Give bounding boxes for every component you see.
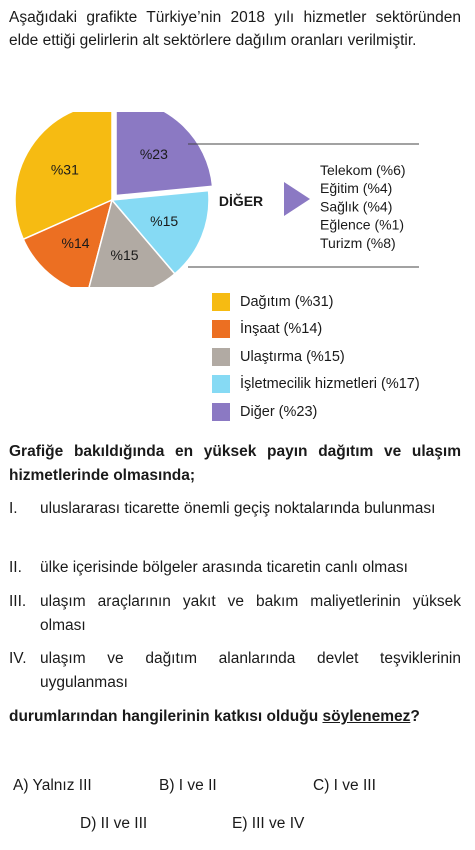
legend-label: İşletmecilik hizmetleri (%17) [240, 376, 420, 393]
legend-swatch [212, 320, 230, 338]
legend-item [212, 288, 420, 316]
legend-swatch [212, 375, 230, 393]
diger-title: DİĞER [218, 193, 264, 209]
slice-label: %31 [50, 161, 79, 178]
legend-item [212, 343, 420, 371]
option-a[interactable]: A) Yalnız III [13, 777, 92, 794]
legend-item [212, 398, 420, 426]
legend-swatch [212, 403, 230, 421]
legend-swatch [212, 293, 230, 311]
slice-label: %15 [150, 213, 179, 230]
legend-swatch [212, 348, 230, 366]
question-ending-text: durumlarından hangilerinin katkısı olduğu [9, 708, 323, 725]
slice-label: %23 [139, 145, 168, 162]
chart-legend [212, 288, 420, 426]
diger-breakdown-item: Sağlık (%4) [320, 198, 393, 215]
legend-item [212, 316, 420, 344]
statement-text: uluslararası ticarette önemli geçiş noktalarında bulunması [40, 500, 436, 517]
statement-1 [9, 497, 461, 521]
legend-label: Ulaştırma (%15) [240, 348, 345, 365]
statement-text: ulaşım araçlarının yakıt ve bakım maliyetlerinin yüksek olması [40, 593, 461, 634]
statement-2 [9, 556, 461, 580]
question-ending-underlined: söylenemez [322, 708, 411, 725]
legend-label: Dağıtım (%31) [240, 293, 334, 310]
intro-text: Aşağıdaki grafikte Türkiye’nin 2018 yılı hizmetler sektöründen elde ettiği gelirlerin alt sektörlere dağılım oranları verilmiştir. [9, 9, 461, 49]
option-c[interactable]: C) I ve III [313, 777, 376, 794]
statement-number: IV. [9, 650, 27, 667]
diger-breakdown-item: Eğitim (%4) [320, 180, 393, 197]
statement-text: ülke içerisinde bölgeler arasında ticaretin canlı olması [40, 559, 408, 576]
statement-number: II. [9, 559, 22, 576]
statement-3 [9, 590, 461, 638]
diger-breakdown-item: Eğlence (%1) [320, 216, 405, 233]
pie-chart [0, 112, 475, 287]
statement-4 [9, 647, 461, 695]
diger-breakdown-item: Telekom (%6) [320, 162, 406, 178]
legend-label: İnşaat (%14) [240, 321, 323, 338]
option-b[interactable]: B) I ve II [159, 777, 217, 794]
statement-number: III. [9, 593, 27, 610]
legend-item [212, 371, 420, 399]
question-stem: Grafiğe bakıldığında en yüksek payın dağıtım ve ulaşım hizmetlerinde olmasında; [9, 443, 461, 484]
question-ending [9, 705, 461, 729]
option-d[interactable]: D) II ve III [80, 815, 148, 832]
slice-label: %14 [61, 234, 90, 251]
diger-breakdown-item: Turizm (%8) [320, 234, 396, 251]
legend-label: Diğer (%23) [240, 403, 318, 420]
diger-arrow-icon [284, 182, 310, 216]
question-ending-mark: ? [410, 708, 420, 725]
option-e[interactable]: E) III ve IV [232, 815, 305, 832]
statement-text: ulaşım ve dağıtım alanlarında devlet teşviklerinin uygulanması [40, 650, 461, 691]
statement-number: I. [9, 500, 18, 517]
slice-label: %15 [110, 246, 139, 263]
